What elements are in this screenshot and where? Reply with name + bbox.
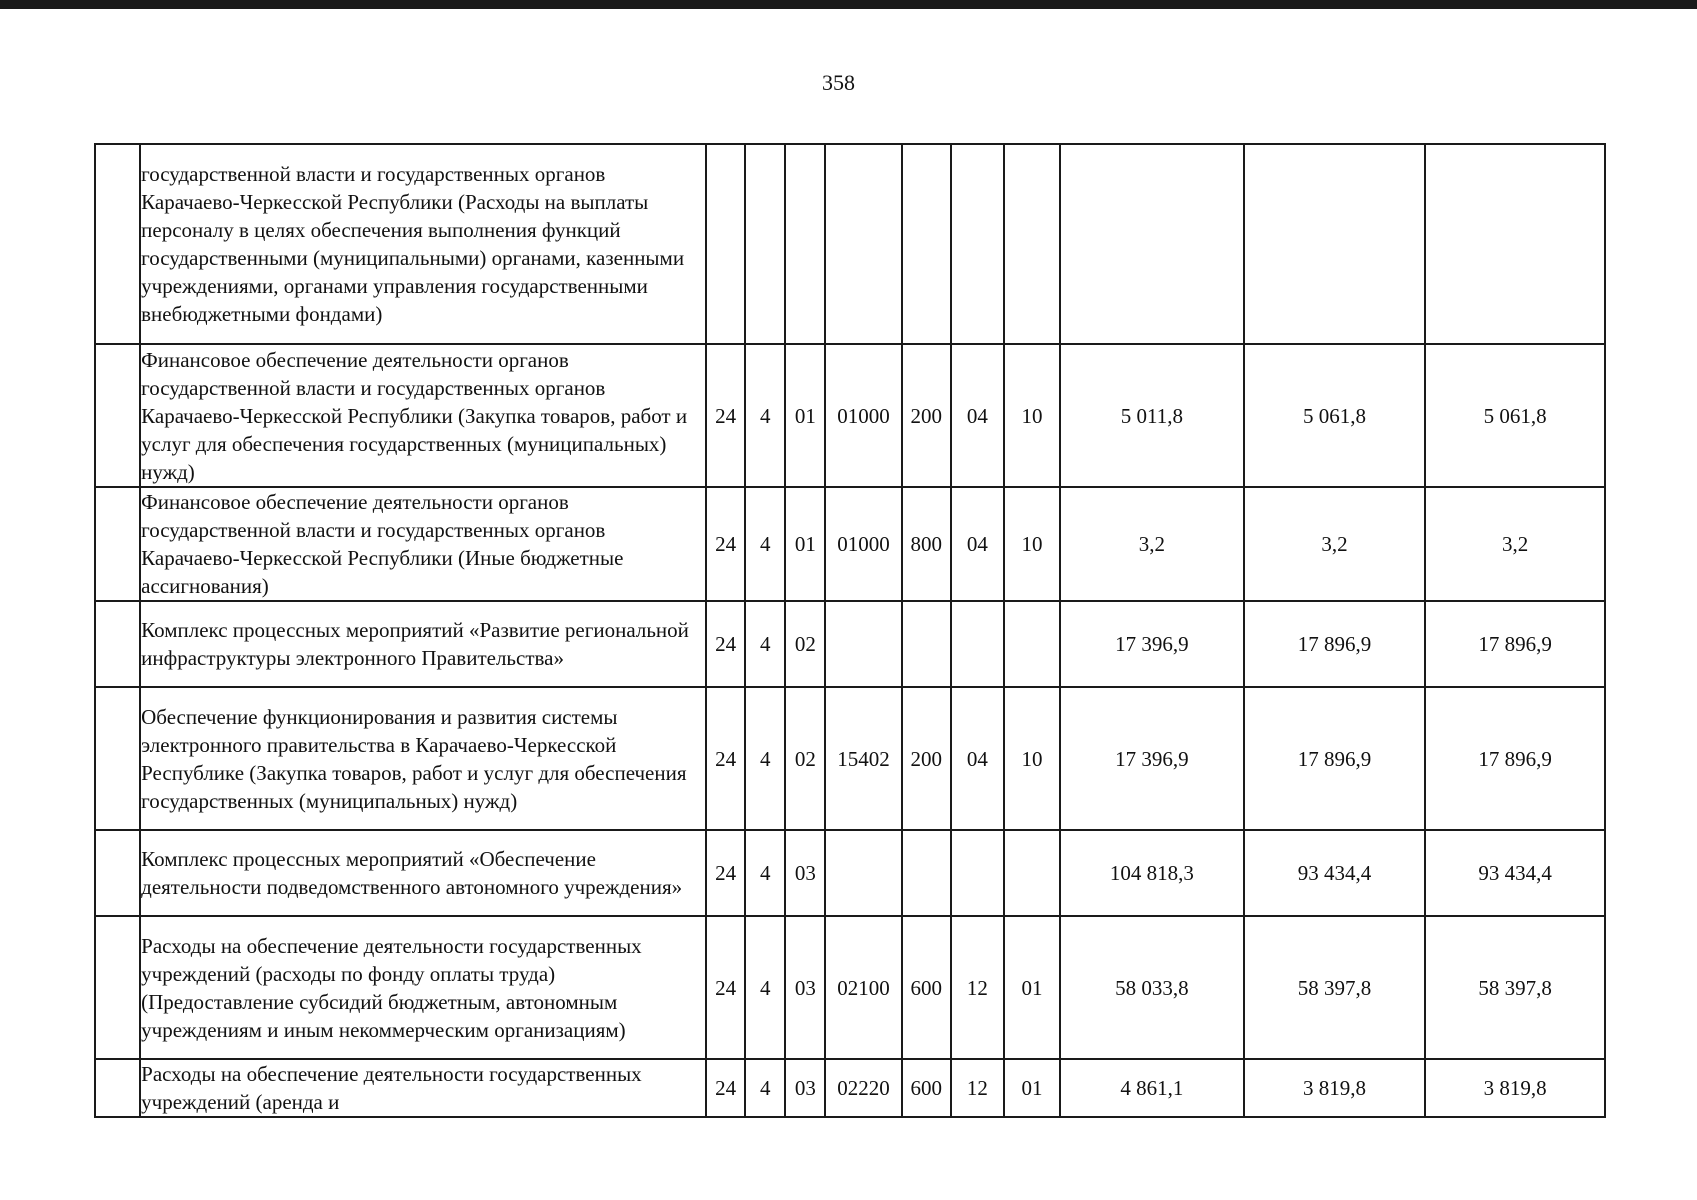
gp-code-cell: 24 [706,487,745,601]
osm-code-cell [785,144,825,344]
pp-code-cell [745,144,785,344]
subsection-code-cell [1004,830,1060,916]
section-code-cell: 04 [951,687,1004,830]
amount-cell-1 [1060,144,1244,344]
row-number-cell [95,830,140,916]
osm-code-cell: 03 [785,830,825,916]
section-code-cell [951,601,1004,687]
subsection-code-cell: 01 [1004,916,1060,1059]
gp-code-cell: 24 [706,687,745,830]
amount-cell-1: 17 396,9 [1060,687,1244,830]
expense-name-cell: Финансовое обеспечение деятельности органов государственной власти и государственных органов Карачаево-Черкесской Республики (Иные бюджетные ассигнования) [140,487,706,601]
section-code-cell: 12 [951,1059,1004,1117]
amount-cell-3: 5 061,8 [1425,344,1605,487]
expense-type-cell [902,830,951,916]
amount-cell-1: 104 818,3 [1060,830,1244,916]
section-code-cell: 04 [951,344,1004,487]
amount-cell-2: 58 397,8 [1244,916,1426,1059]
section-code-cell [951,144,1004,344]
section-code-cell [951,830,1004,916]
subsection-code-cell: 01 [1004,1059,1060,1117]
pp-code-cell: 4 [745,1059,785,1117]
pp-code-cell: 4 [745,687,785,830]
expense-type-cell: 200 [902,344,951,487]
subsection-code-cell [1004,144,1060,344]
amount-cell-2: 3,2 [1244,487,1426,601]
amount-cell-1: 58 033,8 [1060,916,1244,1059]
row-number-cell [95,916,140,1059]
direction-code-cell: 01000 [825,344,901,487]
pp-code-cell: 4 [745,344,785,487]
direction-code-cell: 02100 [825,916,901,1059]
amount-cell-1: 4 861,1 [1060,1059,1244,1117]
row-number-cell [95,1059,140,1117]
amount-cell-2: 3 819,8 [1244,1059,1426,1117]
section-code-cell: 12 [951,916,1004,1059]
table-row [95,916,1605,1059]
budget-table [94,143,1606,1118]
section-code-cell: 04 [951,487,1004,601]
direction-code-cell: 02220 [825,1059,901,1117]
expense-type-cell [902,601,951,687]
expense-name-cell: Комплекс процессных мероприятий «Развитие региональной инфраструктуры электронного Правительства» [140,601,706,687]
subsection-code-cell: 10 [1004,487,1060,601]
direction-code-cell [825,144,901,344]
osm-code-cell: 02 [785,687,825,830]
osm-code-cell: 01 [785,344,825,487]
amount-cell-1: 5 011,8 [1060,344,1244,487]
pp-code-cell: 4 [745,830,785,916]
amount-cell-3: 3 819,8 [1425,1059,1605,1117]
table-row [95,344,1605,487]
amount-cell-2 [1244,144,1426,344]
pp-code-cell: 4 [745,601,785,687]
expense-name-cell: государственной власти и государственных органов Карачаево-Черкесской Республики (Расходы на выплаты персоналу в целях обеспечения выполнения функций государственными (муниципальными) органами, казенными учреждениями, органами управления государственными внебюджетными фондами) [140,144,706,344]
amount-cell-2: 93 434,4 [1244,830,1426,916]
scan-top-border [0,0,1697,9]
subsection-code-cell: 10 [1004,687,1060,830]
subsection-code-cell: 10 [1004,344,1060,487]
gp-code-cell: 24 [706,916,745,1059]
direction-code-cell [825,830,901,916]
direction-code-cell [825,601,901,687]
amount-cell-1: 3,2 [1060,487,1244,601]
gp-code-cell: 24 [706,1059,745,1117]
amount-cell-3: 3,2 [1425,487,1605,601]
amount-cell-3: 17 896,9 [1425,601,1605,687]
amount-cell-2: 17 896,9 [1244,601,1426,687]
expense-name-cell: Расходы на обеспечение деятельности государственных учреждений (аренда и [140,1059,706,1117]
amount-cell-3: 93 434,4 [1425,830,1605,916]
expense-type-cell [902,144,951,344]
pp-code-cell: 4 [745,916,785,1059]
expense-type-cell: 600 [902,916,951,1059]
expense-type-cell: 200 [902,687,951,830]
table-row [95,144,1605,344]
expense-name-cell: Финансовое обеспечение деятельности органов государственной власти и государственных органов Карачаево-Черкесской Республики (Закупка товаров, работ и услуг для обеспечения государственных (муниципальных) нужд) [140,344,706,487]
osm-code-cell: 02 [785,601,825,687]
row-number-cell [95,487,140,601]
amount-cell-1: 17 396,9 [1060,601,1244,687]
expense-type-cell: 600 [902,1059,951,1117]
expense-name-cell: Расходы на обеспечение деятельности государственных учреждений (расходы по фонду оплаты труда) (Предоставление субсидий бюджетным, автономным учреждениям и иным некоммерческим организациям) [140,916,706,1059]
amount-cell-3: 17 896,9 [1425,687,1605,830]
amount-cell-2: 17 896,9 [1244,687,1426,830]
table-row [95,830,1605,916]
page-number: 358 [822,70,855,95]
expense-type-cell: 800 [902,487,951,601]
table-row [95,687,1605,830]
row-number-cell [95,601,140,687]
pp-code-cell: 4 [745,487,785,601]
direction-code-cell: 01000 [825,487,901,601]
amount-cell-2: 5 061,8 [1244,344,1426,487]
direction-code-cell: 15402 [825,687,901,830]
gp-code-cell [706,144,745,344]
row-number-cell [95,144,140,344]
row-number-cell [95,687,140,830]
amount-cell-3: 58 397,8 [1425,916,1605,1059]
gp-code-cell: 24 [706,601,745,687]
osm-code-cell: 03 [785,916,825,1059]
gp-code-cell: 24 [706,830,745,916]
osm-code-cell: 01 [785,487,825,601]
table-row [95,601,1605,687]
table-row [95,487,1605,601]
gp-code-cell: 24 [706,344,745,487]
expense-name-cell: Комплекс процессных мероприятий «Обеспечение деятельности подведомственного автономного учреждения» [140,830,706,916]
osm-code-cell: 03 [785,1059,825,1117]
amount-cell-3 [1425,144,1605,344]
expense-name-cell: Обеспечение функционирования и развития системы электронного правительства в Карачаево-Черкесской Республике (Закупка товаров, работ и услуг для обеспечения государственных (муниципальных) нужд) [140,687,706,830]
row-number-cell [95,344,140,487]
subsection-code-cell [1004,601,1060,687]
table-row [95,1059,1605,1117]
